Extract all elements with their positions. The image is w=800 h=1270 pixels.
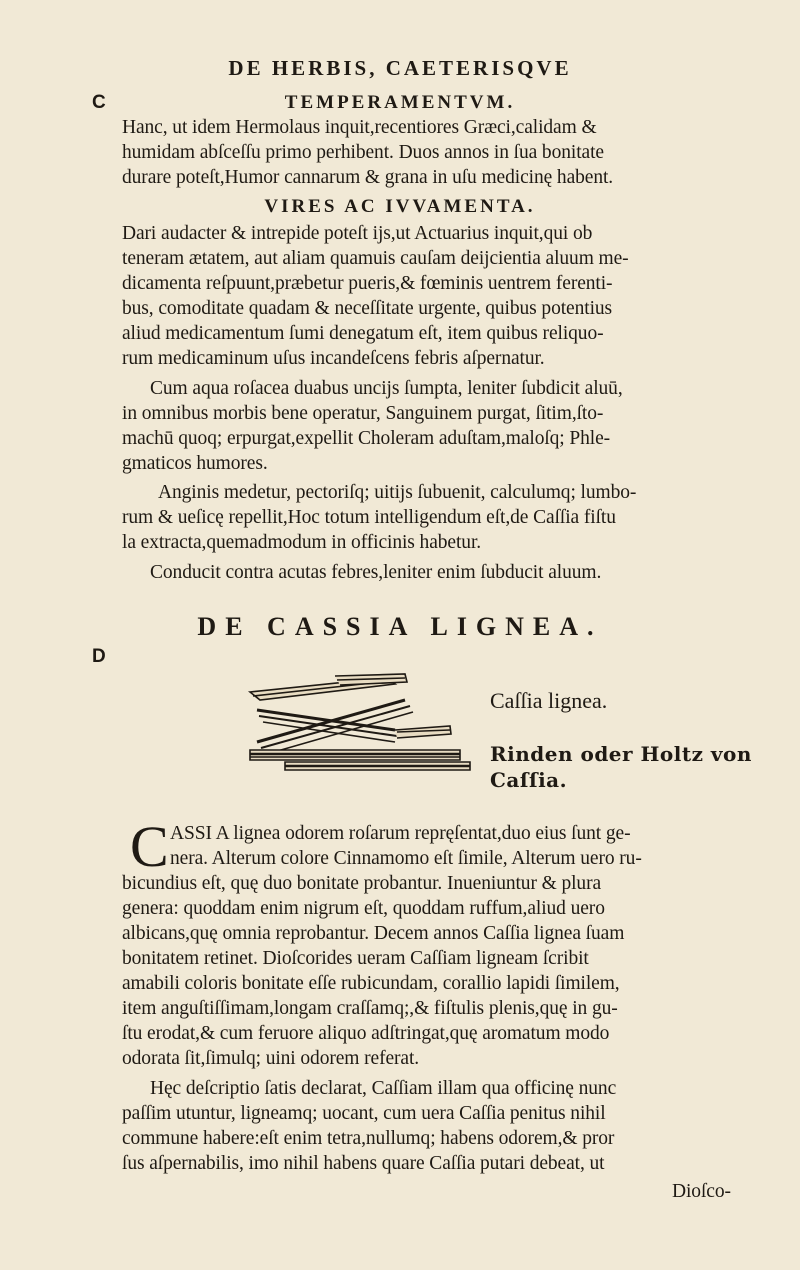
section-title: DE CASSIA LIGNEA. <box>197 612 603 641</box>
text-line: ſus aſpernabilis, imo nihil habens quare Caſſia putari debeat, ut <box>122 1153 605 1174</box>
figure-caption-latin: Caſſia lignea. <box>490 688 608 713</box>
catchword: Dioſco- <box>672 1181 731 1202</box>
text-line: in omnibus morbis bene operatur, Sanguinem purgat, ſitim,ſto- <box>122 403 604 424</box>
text-line: Hęc deſcriptio ſatis declarat, Caſſiam illam qua officinę nunc <box>150 1078 617 1099</box>
text-line: albicans,quę omnia reprobantur. Decem annos Caſſia lignea ſuam <box>122 923 625 944</box>
text-line: bonitatem retinet. Dioſcorides ueram Caſſiam ligneam ſcribit <box>122 948 589 969</box>
heading-vires: VIRES AC IVVAMENTA. <box>264 196 536 217</box>
text-line: ſtu erodat,& cum feruore aliquo adſtringat,quę aromatum modo <box>122 1023 610 1044</box>
text-line: teneram ætatem, aut aliam quamuis cauſam deijcientia aluum me- <box>122 248 629 269</box>
text-line: machū quoq; erpurgat,expellit Choleram aduſtam,maloſq; Phle- <box>122 428 611 449</box>
text-line: Cum aqua roſacea duabus uncijs ſumpta, leniter ſubdicit aluū, <box>150 378 623 399</box>
text-line: genera: quoddam enim nigrum eſt, quoddam ruffum,aliud uero <box>122 898 605 919</box>
text-line: ASSI A lignea odorem roſarum repręſentat,duo eius ſunt ge- <box>170 823 631 844</box>
margin-letter-c: C <box>92 92 106 113</box>
text-line: odorata ſit,ſimulq; uini odorem referat. <box>122 1048 420 1069</box>
text-line: durare poteſt,Humor cannarum & grana in uſu medicinę habent. <box>122 167 614 188</box>
text-line: Hanc, ut idem Hermolaus inquit,recentiores Græci,calidam & <box>122 117 597 138</box>
text-line: dicamenta reſpuunt,præbetur pueris,& fœminis uentrem ferenti- <box>122 273 613 294</box>
text-line: bus, comoditate quadam & neceſſitate urgente, quibus potentius <box>122 298 613 319</box>
text-line: la extracta,quemadmodum in officinis habetur. <box>122 532 482 553</box>
text-line: humidam abſceſſu primo perhibent. Duos annos in ſua bonitate <box>122 142 604 163</box>
figure-caption-german: Rinden oder Holtz von <box>490 742 752 766</box>
text-line: paſſim utuntur, ligneamq; uocant, cum uera Caſſia penitus nihil <box>122 1103 606 1124</box>
drop-cap-initial: C <box>130 814 169 879</box>
text-line: bicundius eſt, quę duo bonitate probantur. Inueniuntur & plura <box>122 873 602 894</box>
margin-letter-d: D <box>92 646 106 667</box>
text-line: Conducit contra acutas febres,leniter enim ſubducit aluum. <box>150 562 602 583</box>
figure-caption-german-2: Caſſia. <box>490 768 568 792</box>
cassia-bark-woodcut <box>245 670 475 780</box>
text-line: rum medicaminum uſus incandeſcens febris aſpernatur. <box>122 348 545 369</box>
text-line: rum & ueſicę repellit,Hoc totum intelligendum eſt,de Caſſia fiſtu <box>122 507 616 528</box>
text-line: nera. Alterum colore Cinnamomo eſt ſimile, Alterum uero ru- <box>170 848 642 869</box>
text-line: commune habere:eſt enim tetra,nullumq; habens odorem,& pror <box>122 1128 615 1149</box>
text-line: Dari audacter & intrepide poteſt ijs,ut Actuarius inquit,qui ob <box>122 223 593 244</box>
heading-temperamentum: TEMPERAMENTVM. <box>284 92 516 113</box>
text-line: amabili coloris bonitate eſſe rubicundam, corallio lapidi ſimilem, <box>122 973 620 994</box>
text-line: aliud medicamentum ſumi denegatum eſt, item quibus reliquo- <box>122 323 604 344</box>
text-line: Anginis medetur, pectoriſq; uitijs ſubuenit, calculumq; lumbo- <box>158 482 637 503</box>
text-line: item anguſtiſſimam,longam craſſamq;,& fiſtulis plenis,quę in gu- <box>122 998 618 1019</box>
text-line: gmaticos humores. <box>122 453 268 474</box>
running-head: DE HERBIS, CAETERISQVE <box>228 56 572 80</box>
